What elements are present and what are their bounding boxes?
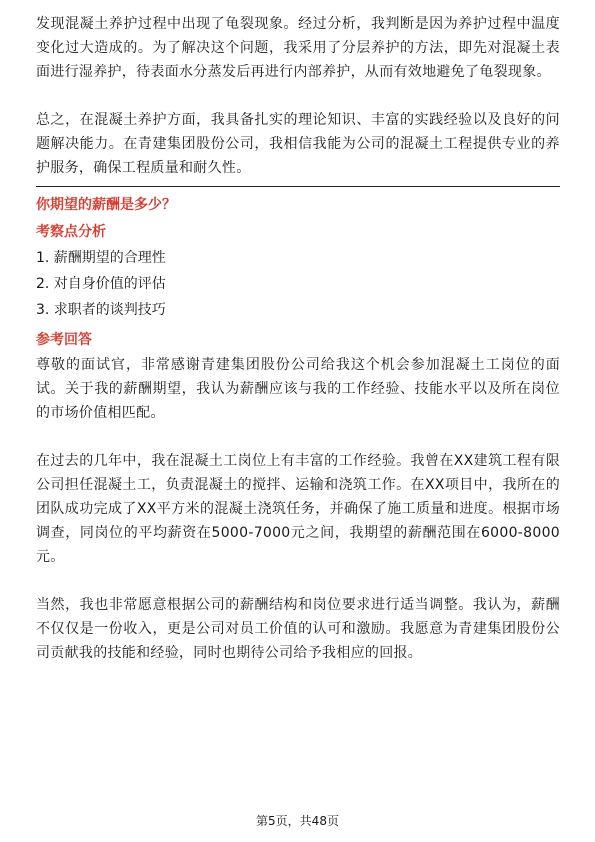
analysis-point-1: 1. 薪酬期望的合理性	[36, 250, 166, 266]
section-divider	[36, 186, 560, 187]
answer-title: 参考回答	[36, 332, 92, 348]
analysis-point-3: 3. 求职者的谈判技巧	[36, 302, 166, 318]
answer-paragraph-3: 当然，我也非常愿意根据公司的薪酬结构和岗位要求进行适当调整。我认为，薪酬不仅仅是一份收入，更是公司对员工价值的认可和激励。我愿意为青建集团股份公司贡献我的技能和经验，同时也期待公司给予我相应的回报。	[36, 597, 560, 661]
question-title: 你期望的薪酬是多少？	[36, 197, 176, 213]
answer-paragraph-2: 在过去的几年中，我在混凝土工岗位上有丰富的工作经验。我曾在XX建筑工程有限公司担任混凝土工，负责混凝土的搅拌、运输和浇筑工作。在XX项目中，我所在的团队成功完成了XX平方米的混凝土浇筑任务，并确保了施工质量和进度。根据市场调查，同岗位的平均薪资在5000-7000元之间，我期望的薪酬范围在6000-8000元。	[36, 453, 560, 565]
page-number: 第5页，共48页	[256, 814, 339, 828]
intro-paragraph-1: 发现混凝土养护过程中出现了龟裂现象。经过分析，我判断是因为养护过程中温度变化过大造成的。为了解决这个问题，我采用了分层养护的方法，即先对混凝土表面进行湿养护，待表面水分蒸发后再进行内部养护，从而有效地避免了龟裂现象。	[36, 16, 560, 80]
intro-paragraph-2: 总之，在混凝土养护方面，我具备扎实的理论知识、丰富的实践经验以及良好的问题解决能力。在青建集团股份公司，我相信我能为公司的混凝土工程提供专业的养护服务，确保工程质量和耐久性。	[36, 112, 560, 176]
document-page	[36, 12, 560, 665]
analysis-title: 考察点分析	[36, 224, 106, 240]
analysis-point-2: 2. 对自身价值的评估	[36, 276, 166, 292]
answer-paragraph-1: 尊敬的面试官，非常感谢青建集团股份公司给我这个机会参加混凝土工岗位的面试。关于我的薪酬期望，我认为薪酬应该与我的工作经验、技能水平以及所在岗位的市场价值相匹配。	[36, 357, 560, 421]
